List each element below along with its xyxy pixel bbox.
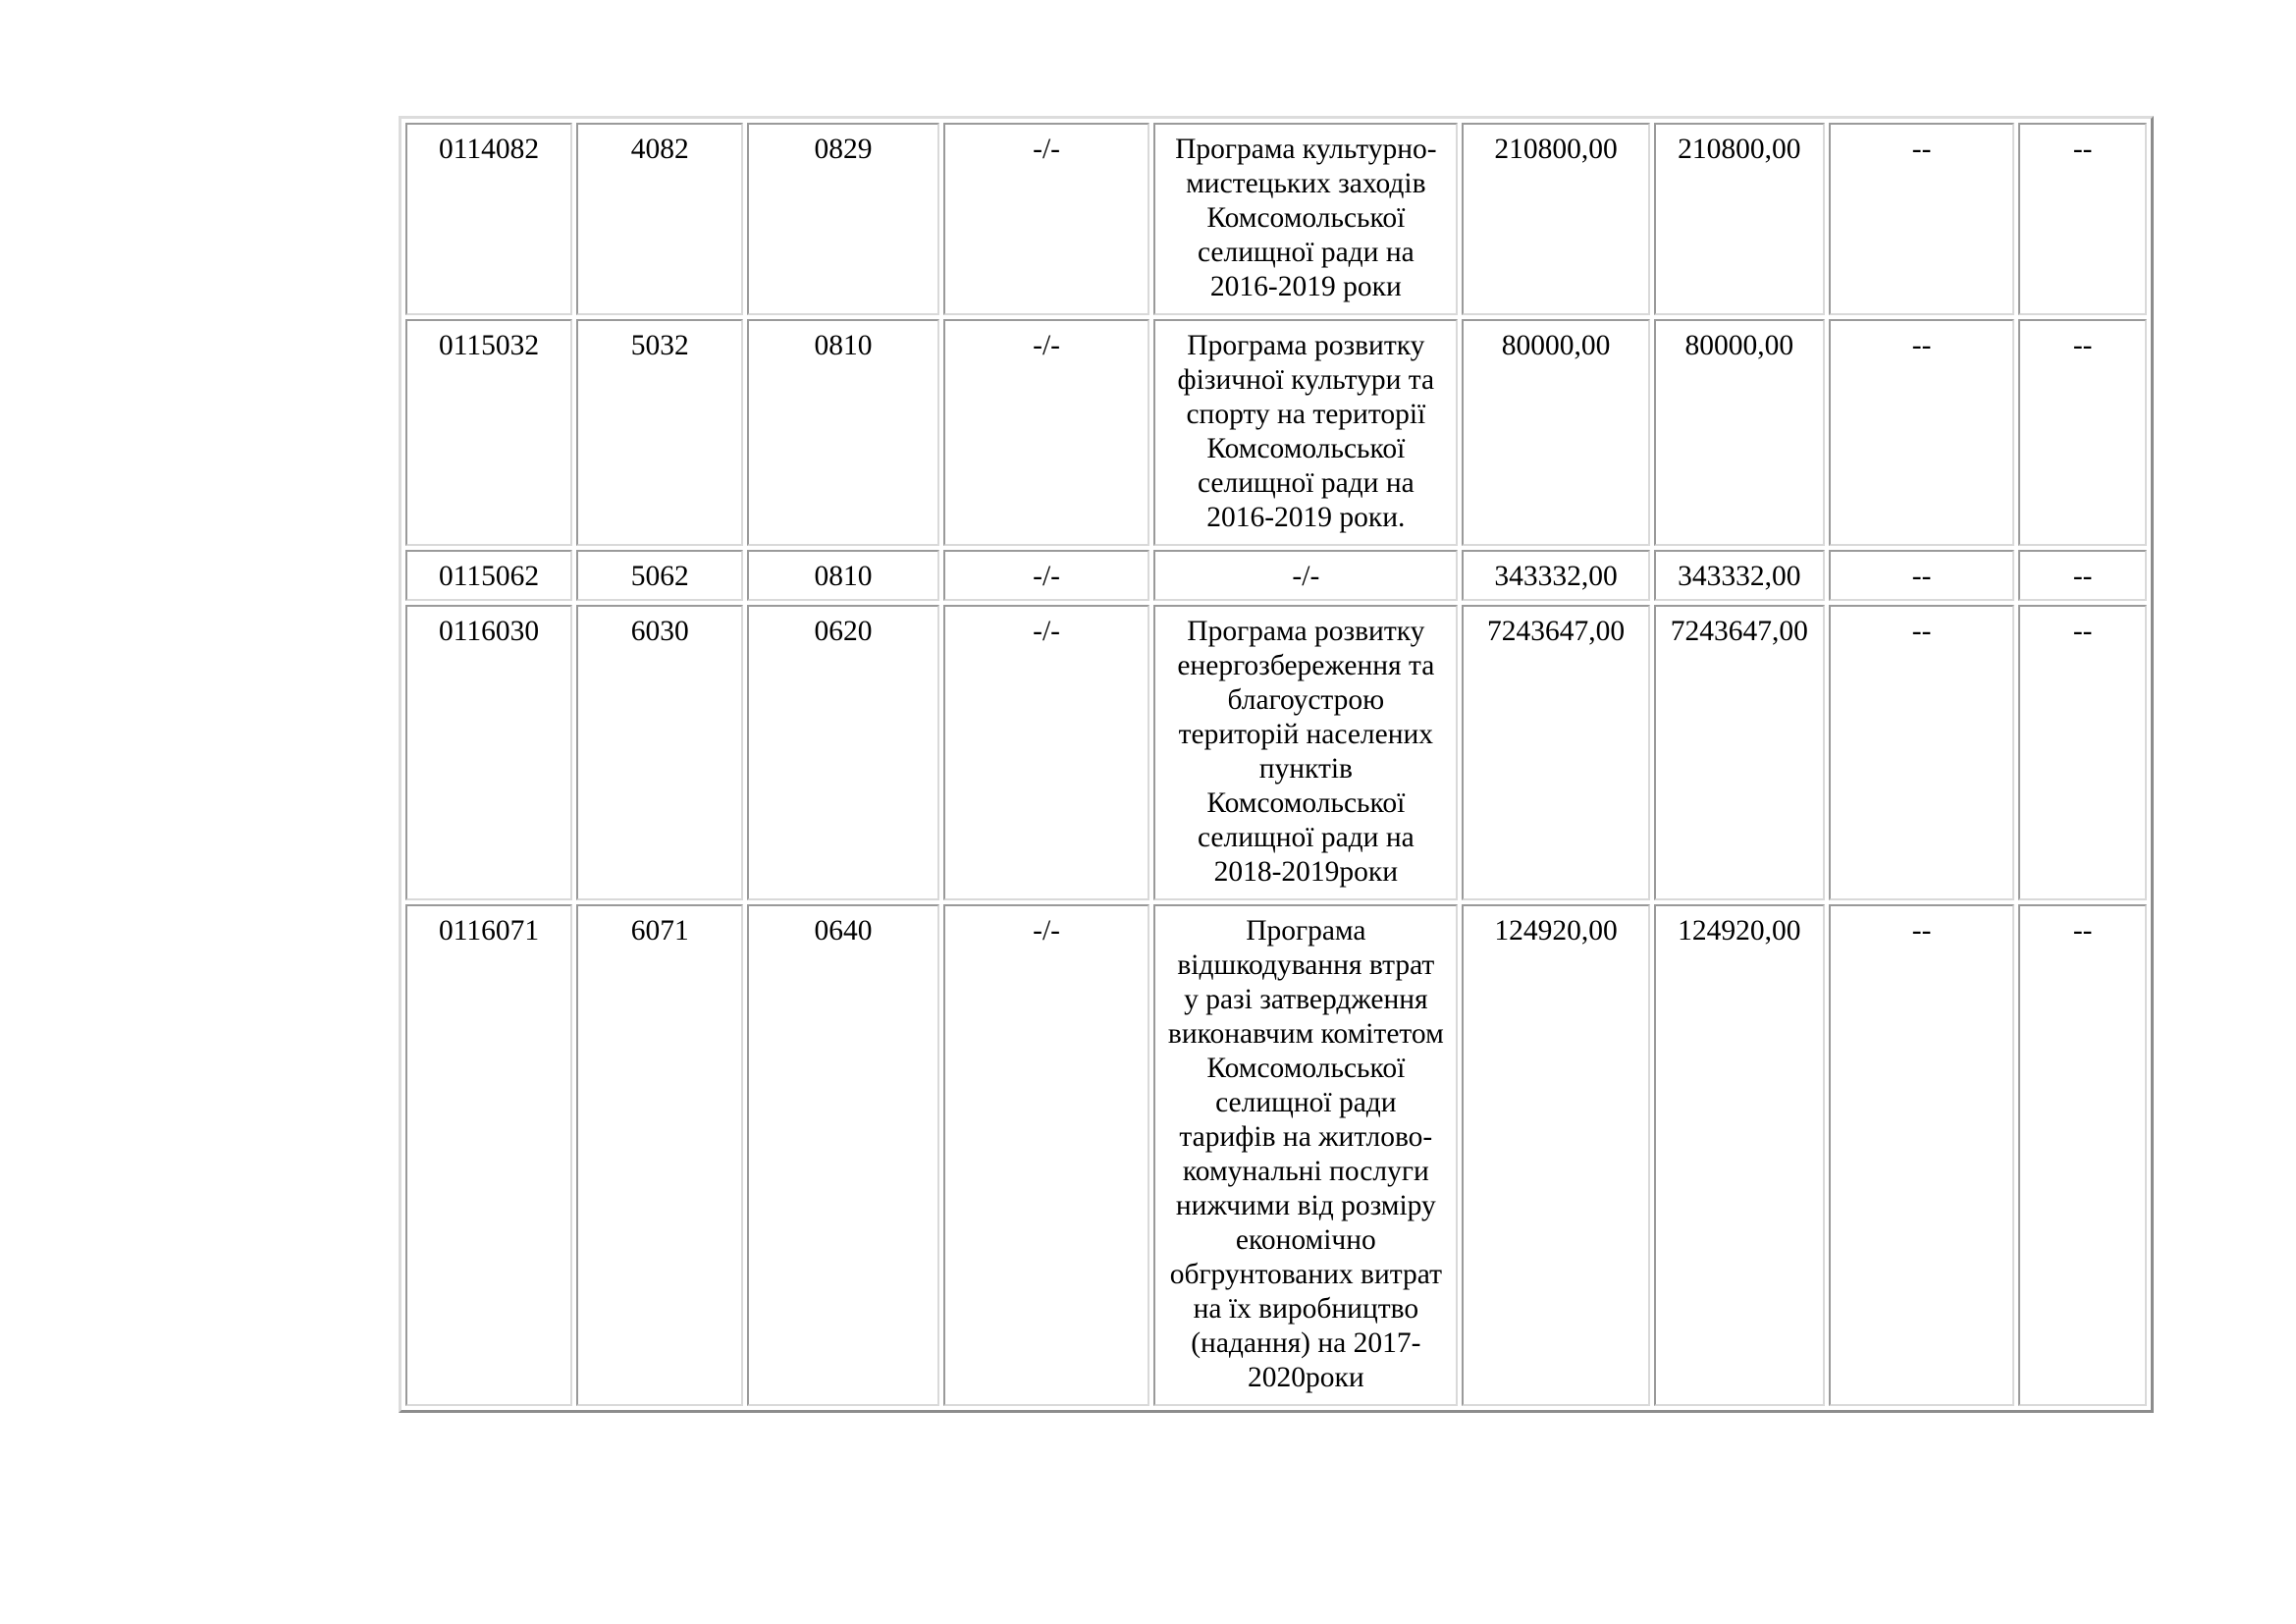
special-fund-cell: -- — [1829, 319, 2014, 546]
program-name-line: 2020роки — [1248, 1362, 1364, 1393]
tpkvk-code-cell: 5062 — [576, 550, 743, 601]
program-name-line: територій населених — [1178, 719, 1434, 750]
program-name-line: Програма культурно- — [1175, 134, 1437, 165]
program-code-cell: 0116030 — [405, 605, 572, 900]
total-amount-cell: 343332,00 — [1462, 550, 1649, 601]
program-name-line: Програма розвитку — [1187, 616, 1425, 647]
tpkvk-code-cell: 6030 — [576, 605, 743, 900]
table-row — [405, 123, 2147, 315]
fkvk-code-cell: 0640 — [747, 904, 938, 1406]
reference-cell: -/- — [943, 904, 1150, 1406]
program-name-cell — [1153, 904, 1458, 1406]
special-fund-cell: -- — [1829, 904, 2014, 1406]
program-name-line: Комсомольської — [1206, 1053, 1406, 1084]
program-name-line: виконавчим комітетом — [1167, 1018, 1444, 1050]
table-row — [405, 904, 2147, 1406]
program-name-line: Комсомольської — [1206, 202, 1406, 234]
reference-cell: -/- — [943, 550, 1150, 601]
program-name-line: відшкодування втрат — [1177, 949, 1435, 981]
development-budget-cell: -- — [2018, 319, 2147, 546]
program-name-line: селищної ради — [1215, 1087, 1397, 1118]
program-name-line: -/- — [1292, 561, 1320, 592]
program-name-line: нижчими від розміру — [1175, 1190, 1436, 1221]
tpkvk-code-cell: 4082 — [576, 123, 743, 315]
program-name-line: тарифів на житлово- — [1179, 1121, 1433, 1153]
total-amount-cell: 124920,00 — [1462, 904, 1649, 1406]
general-fund-cell: 7243647,00 — [1654, 605, 1825, 900]
special-fund-cell: -- — [1829, 605, 2014, 900]
program-name-line: Програма — [1246, 915, 1366, 947]
program-name-line: (надання) на 2017- — [1191, 1327, 1421, 1359]
reference-cell: -/- — [943, 123, 1150, 315]
tpkvk-code-cell: 5032 — [576, 319, 743, 546]
program-name-line: селищної ради на — [1197, 237, 1415, 268]
program-code-cell: 0114082 — [405, 123, 572, 315]
program-name-line: благоустрою — [1227, 684, 1385, 716]
development-budget-cell: -- — [2018, 123, 2147, 315]
table-row — [405, 605, 2147, 900]
tpkvk-code-cell: 6071 — [576, 904, 743, 1406]
program-name-line: пунктів — [1258, 753, 1353, 785]
program-name-line: селищної ради на — [1197, 467, 1415, 499]
program-name-line: у разі затвердження — [1184, 984, 1428, 1015]
program-name-line: обгрунтованих витрат — [1169, 1259, 1442, 1290]
program-name-cell — [1153, 550, 1458, 601]
program-name-line: 2016-2019 роки — [1209, 271, 1402, 302]
program-name-line: енергозбереження та — [1177, 650, 1435, 681]
program-code-cell: 0116071 — [405, 904, 572, 1406]
program-code-cell: 0115032 — [405, 319, 572, 546]
program-name-cell — [1153, 605, 1458, 900]
program-name-line: 2016-2019 роки. — [1206, 502, 1406, 533]
program-name-line: 2018-2019роки — [1213, 856, 1399, 888]
total-amount-cell: 80000,00 — [1462, 319, 1649, 546]
budget-programs-table — [399, 116, 2154, 1413]
reference-cell: -/- — [943, 319, 1150, 546]
program-name-line: селищної ради на — [1197, 822, 1415, 853]
special-fund-cell: -- — [1829, 550, 2014, 601]
total-amount-cell: 7243647,00 — [1462, 605, 1649, 900]
general-fund-cell: 124920,00 — [1654, 904, 1825, 1406]
program-name-line: Комсомольської — [1206, 433, 1406, 464]
program-name-line: Програма розвитку — [1187, 330, 1425, 361]
program-code-cell: 0115062 — [405, 550, 572, 601]
program-name-cell — [1153, 319, 1458, 546]
general-fund-cell: 80000,00 — [1654, 319, 1825, 546]
program-name-line: фізичної культури та — [1177, 364, 1435, 396]
program-name-cell — [1153, 123, 1458, 315]
total-amount-cell: 210800,00 — [1462, 123, 1649, 315]
program-name-line: мистецьких заходів — [1186, 168, 1426, 199]
development-budget-cell: -- — [2018, 550, 2147, 601]
program-name-line: економічно — [1235, 1224, 1376, 1256]
general-fund-cell: 210800,00 — [1654, 123, 1825, 315]
table-row — [405, 319, 2147, 546]
program-name-line: комунальні послуги — [1182, 1156, 1429, 1187]
table-row — [405, 550, 2147, 601]
development-budget-cell: -- — [2018, 904, 2147, 1406]
special-fund-cell: -- — [1829, 123, 2014, 315]
fkvk-code-cell: 0810 — [747, 319, 938, 546]
general-fund-cell: 343332,00 — [1654, 550, 1825, 601]
fkvk-code-cell: 0620 — [747, 605, 938, 900]
program-name-line: на їх виробництво — [1193, 1293, 1419, 1325]
development-budget-cell: -- — [2018, 605, 2147, 900]
table-body — [405, 123, 2147, 1406]
fkvk-code-cell: 0810 — [747, 550, 938, 601]
program-name-line: Комсомольської — [1206, 787, 1406, 819]
program-name-line: спорту на території — [1186, 399, 1426, 430]
fkvk-code-cell: 0829 — [747, 123, 938, 315]
reference-cell: -/- — [943, 605, 1150, 900]
